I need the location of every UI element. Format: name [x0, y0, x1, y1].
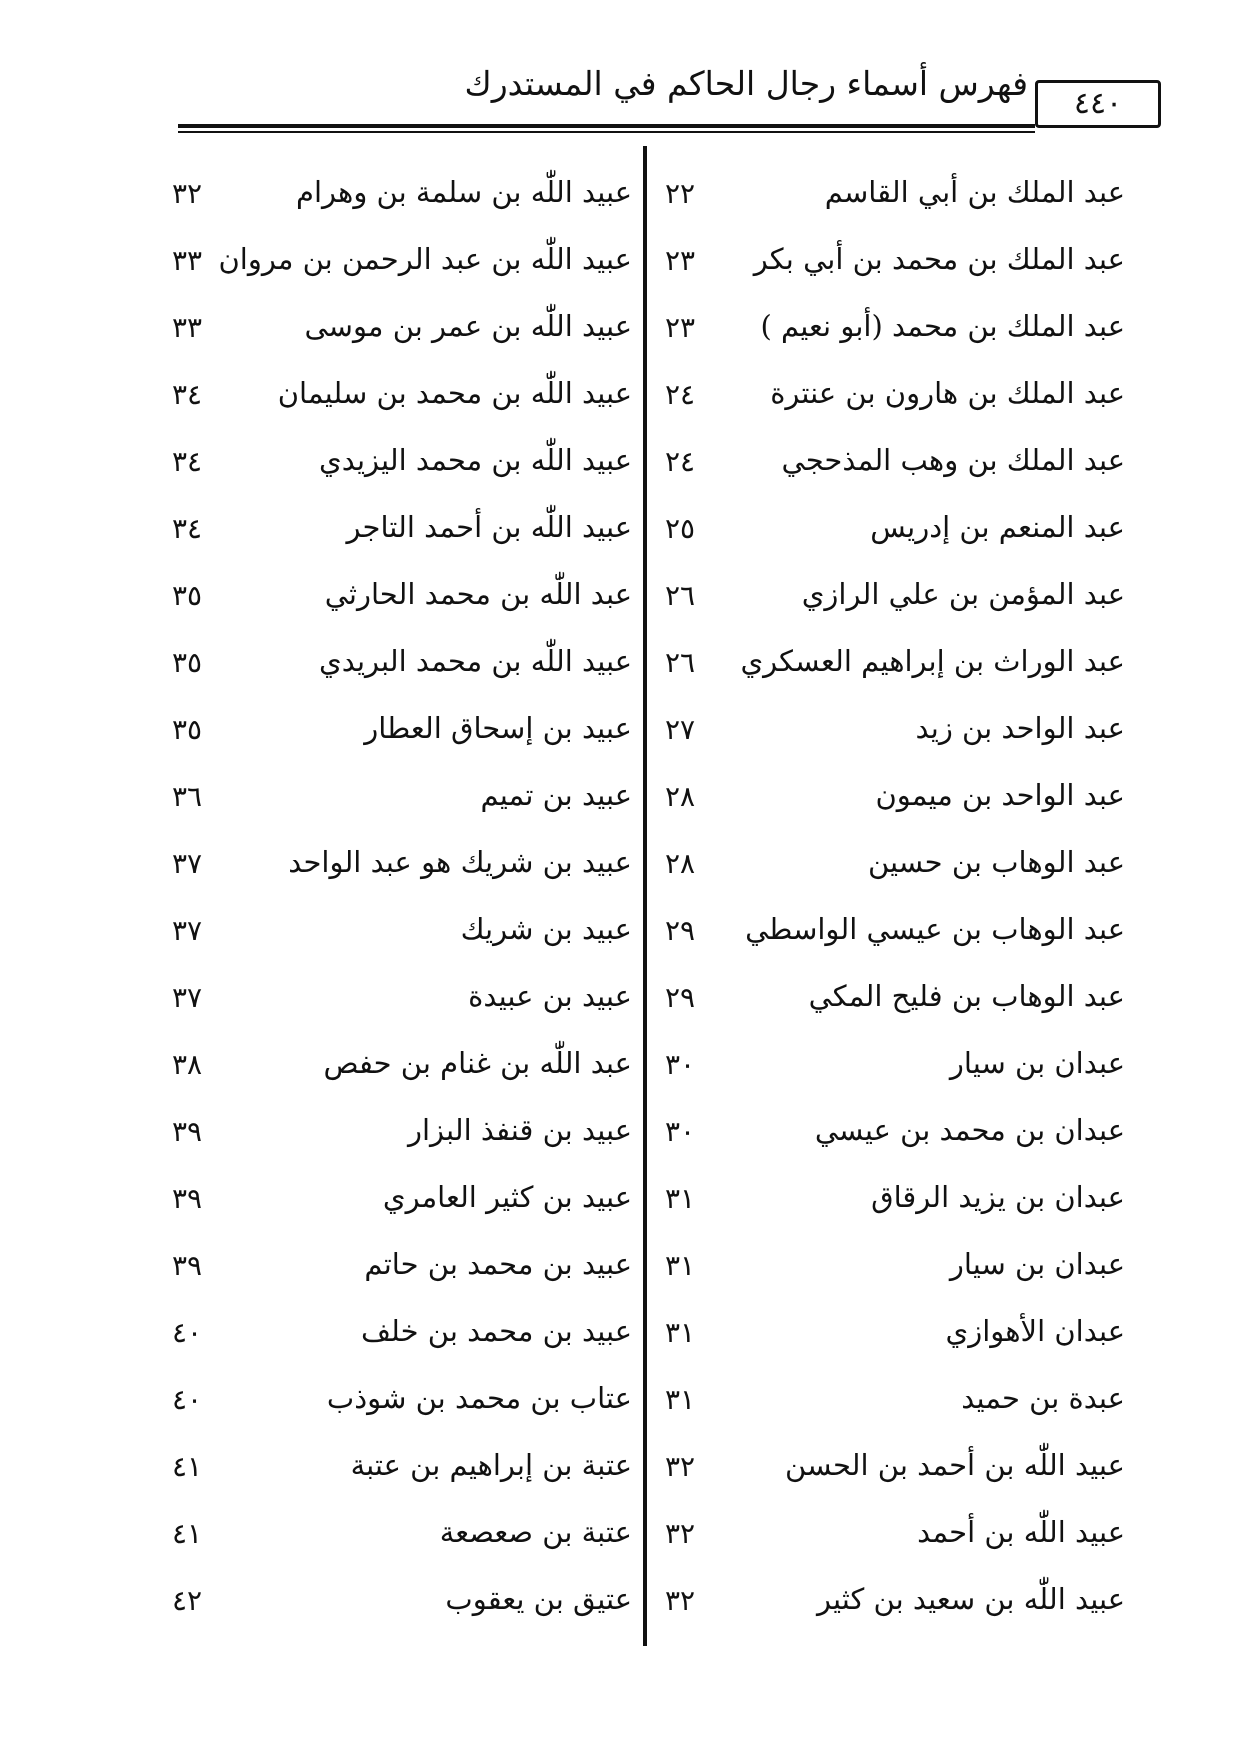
entry-name: عبيد اللّٰه بن محمد اليزيدي [319, 443, 632, 477]
index-entry [665, 302, 1125, 369]
index-entry [665, 1106, 1125, 1173]
index-entry [170, 1307, 632, 1374]
index-entry [665, 1173, 1125, 1240]
header-rule-thick [178, 124, 1035, 128]
index-entry [170, 1173, 632, 1240]
entry-page-number: ٢٦ [665, 579, 696, 612]
entry-name: عبيد بن شريك [460, 912, 632, 946]
entry-name: عبيد بن شريك هو عبد الواحد [288, 845, 632, 879]
index-entry [170, 972, 632, 1039]
entry-page-number: ٣٢ [665, 1517, 696, 1550]
entry-page-number: ٣٥ [172, 713, 203, 746]
index-entry [170, 704, 632, 771]
entry-name: عبد اللّٰه بن غنام بن حفص [323, 1046, 632, 1080]
entry-page-number: ٢٣ [665, 311, 696, 344]
index-entry [665, 704, 1125, 771]
index-entry [665, 637, 1125, 704]
entry-page-number: ٤٠ [172, 1316, 203, 1349]
entry-name: عبدان بن محمد بن عيسي [814, 1113, 1125, 1147]
entry-page-number: ٣٩ [172, 1182, 203, 1215]
entry-name: عبد المؤمن بن علي الرازي [801, 577, 1125, 611]
index-entry [665, 972, 1125, 1039]
entry-page-number: ٣١ [665, 1182, 696, 1215]
entry-page-number: ٣١ [665, 1383, 696, 1416]
index-entry [665, 570, 1125, 637]
index-entry [170, 302, 632, 369]
index-entry [170, 1575, 632, 1642]
entry-page-number: ٢٧ [665, 713, 696, 746]
entry-name: عبد الملك بن محمد بن أبي بكر [753, 242, 1125, 276]
page-title: فهرس أسماء رجال الحاكم في المستدرك [464, 64, 1028, 103]
index-entry [170, 1106, 632, 1173]
index-entry [170, 1441, 632, 1508]
entry-name: عبد الواحد بن ميمون [875, 778, 1125, 812]
index-entry [665, 905, 1125, 972]
index-entry [170, 1240, 632, 1307]
index-entry [665, 503, 1125, 570]
entry-page-number: ٤١ [172, 1450, 203, 1483]
entry-name: عبيد بن إسحاق العطار [364, 711, 632, 745]
entry-page-number: ٣١ [665, 1249, 696, 1282]
entry-name: عبيد اللّٰه بن عبد الرحمن بن مروان [218, 242, 632, 276]
entry-name: عبيد اللّٰه بن أحمد بن الحسن [785, 1448, 1125, 1482]
entry-page-number: ٢٢ [665, 177, 696, 210]
index-entry [665, 168, 1125, 235]
index-entry [170, 369, 632, 436]
index-entry [665, 771, 1125, 838]
entry-page-number: ٣٣ [172, 311, 203, 344]
entry-page-number: ٣٩ [172, 1115, 203, 1148]
entry-page-number: ٢٤ [665, 445, 696, 478]
index-entry [170, 436, 632, 503]
entry-name: عبدة بن حميد [961, 1381, 1125, 1415]
index-entry [170, 1039, 632, 1106]
entry-page-number: ٣٢ [665, 1584, 696, 1617]
header-rule-thin [178, 131, 1035, 133]
entry-name: عبدان الأهوازي [945, 1314, 1125, 1348]
entry-page-number: ٣٠ [665, 1048, 696, 1081]
index-entry [170, 637, 632, 704]
entry-page-number: ٢٩ [665, 914, 696, 947]
index-entry [170, 235, 632, 302]
entry-name: عبدان بن سيار [949, 1247, 1125, 1281]
entry-name: عبدان بن يزيد الرقاق [871, 1180, 1125, 1214]
entry-name: عبيد اللّٰه بن أحمد التاجر [346, 510, 632, 544]
entry-name: عبد الوراث بن إبراهيم العسكري [740, 644, 1125, 678]
entry-page-number: ٣٤ [172, 445, 203, 478]
entry-page-number: ٣٥ [172, 646, 203, 679]
index-entry [665, 1441, 1125, 1508]
entry-name: عبد الوهاب بن فليح المكي [808, 979, 1125, 1013]
entry-name: عتبة بن صعصعة [439, 1515, 632, 1549]
entry-page-number: ٣١ [665, 1316, 696, 1349]
entry-page-number: ٢٤ [665, 378, 696, 411]
entry-page-number: ٢٨ [665, 847, 696, 880]
entry-name: عبيد اللّٰه بن محمد البريدي [319, 644, 632, 678]
entry-page-number: ٣٩ [172, 1249, 203, 1282]
entry-name: عبد المنعم بن إدريس [870, 510, 1125, 544]
index-entry [665, 1575, 1125, 1642]
index-entry [170, 1374, 632, 1441]
page-number: ٤٤٠ [1035, 80, 1161, 128]
entry-name: عتبة بن إبراهيم بن عتبة [350, 1448, 632, 1482]
entry-name: عبد الوهاب بن عيسي الواسطي [745, 912, 1125, 946]
entry-name: عبيد بن محمد بن خلف [361, 1314, 632, 1348]
entry-name: عبد اللّٰه بن محمد الحارثي [324, 577, 632, 611]
entry-page-number: ٣٥ [172, 579, 203, 612]
entry-name: عبد الملك بن محمد (أبو نعيم ) [760, 309, 1125, 343]
entry-page-number: ٣٤ [172, 512, 203, 545]
index-entry [170, 838, 632, 905]
index-entry [170, 503, 632, 570]
entry-page-number: ٣٢ [172, 177, 203, 210]
entry-page-number: ٢٥ [665, 512, 696, 545]
entry-page-number: ٣٢ [665, 1450, 696, 1483]
entry-name: عبدان بن سيار [949, 1046, 1125, 1080]
index-entry [170, 771, 632, 838]
entry-name: عبد الوهاب بن حسين [867, 845, 1125, 879]
entry-name: عبيد بن تميم [480, 778, 632, 812]
index-entry [665, 369, 1125, 436]
index-entry [665, 1374, 1125, 1441]
entry-page-number: ٤١ [172, 1517, 203, 1550]
entry-page-number: ٤٢ [172, 1584, 203, 1617]
entry-page-number: ٣٠ [665, 1115, 696, 1148]
entry-name: عبيد بن عبيدة [468, 979, 632, 1013]
entry-name: عبيد بن قنفذ البزار [407, 1113, 632, 1147]
entry-name: عبد الملك بن وهب المذحجي [781, 443, 1125, 477]
entry-page-number: ٣٦ [172, 780, 203, 813]
entry-page-number: ٣٧ [172, 847, 203, 880]
entry-name: عبد الملك بن أبي القاسم [824, 175, 1125, 209]
entry-name: عبيد اللّٰه بن عمر بن موسى [304, 309, 632, 343]
entry-page-number: ٢٩ [665, 981, 696, 1014]
entry-page-number: ٢٦ [665, 646, 696, 679]
entry-page-number: ٣٧ [172, 981, 203, 1014]
entry-page-number: ٢٨ [665, 780, 696, 813]
right-column [665, 168, 1125, 1642]
entry-name: عبيد اللّٰه بن سلمة بن وهرام [296, 175, 632, 209]
entry-page-number: ٣٤ [172, 378, 203, 411]
index-entry [170, 168, 632, 235]
entry-name: عتاب بن محمد بن شوذب [326, 1381, 632, 1415]
index-entry [665, 838, 1125, 905]
index-entry [170, 1508, 632, 1575]
entry-name: عبيد اللّٰه بن محمد بن سليمان [277, 376, 632, 410]
entry-name: عبيد اللّٰه بن سعيد بن كثير [816, 1582, 1125, 1616]
entry-page-number: ٣٧ [172, 914, 203, 947]
entry-page-number: ٤٠ [172, 1383, 203, 1416]
entry-name: عبيد بن محمد بن حاتم [364, 1247, 632, 1281]
index-entry [665, 1039, 1125, 1106]
index-entry [665, 1508, 1125, 1575]
entry-name: عبد الملك بن هارون بن عنترة [770, 376, 1125, 410]
index-entry [170, 570, 632, 637]
entry-name: عبيد بن كثير العامري [382, 1180, 632, 1214]
entry-page-number: ٢٣ [665, 244, 696, 277]
column-divider [643, 146, 647, 1646]
index-entry [665, 1307, 1125, 1374]
left-column [170, 168, 632, 1642]
entry-name: عتيق بن يعقوب [445, 1582, 632, 1616]
index-entry [665, 1240, 1125, 1307]
entry-page-number: ٣٨ [172, 1048, 203, 1081]
index-entry [665, 235, 1125, 302]
index-entry [665, 436, 1125, 503]
entry-name: عبيد اللّٰه بن أحمد [917, 1515, 1125, 1549]
entry-name: عبد الواحد بن زيد [915, 711, 1125, 745]
entry-page-number: ٣٣ [172, 244, 203, 277]
index-entry [170, 905, 632, 972]
